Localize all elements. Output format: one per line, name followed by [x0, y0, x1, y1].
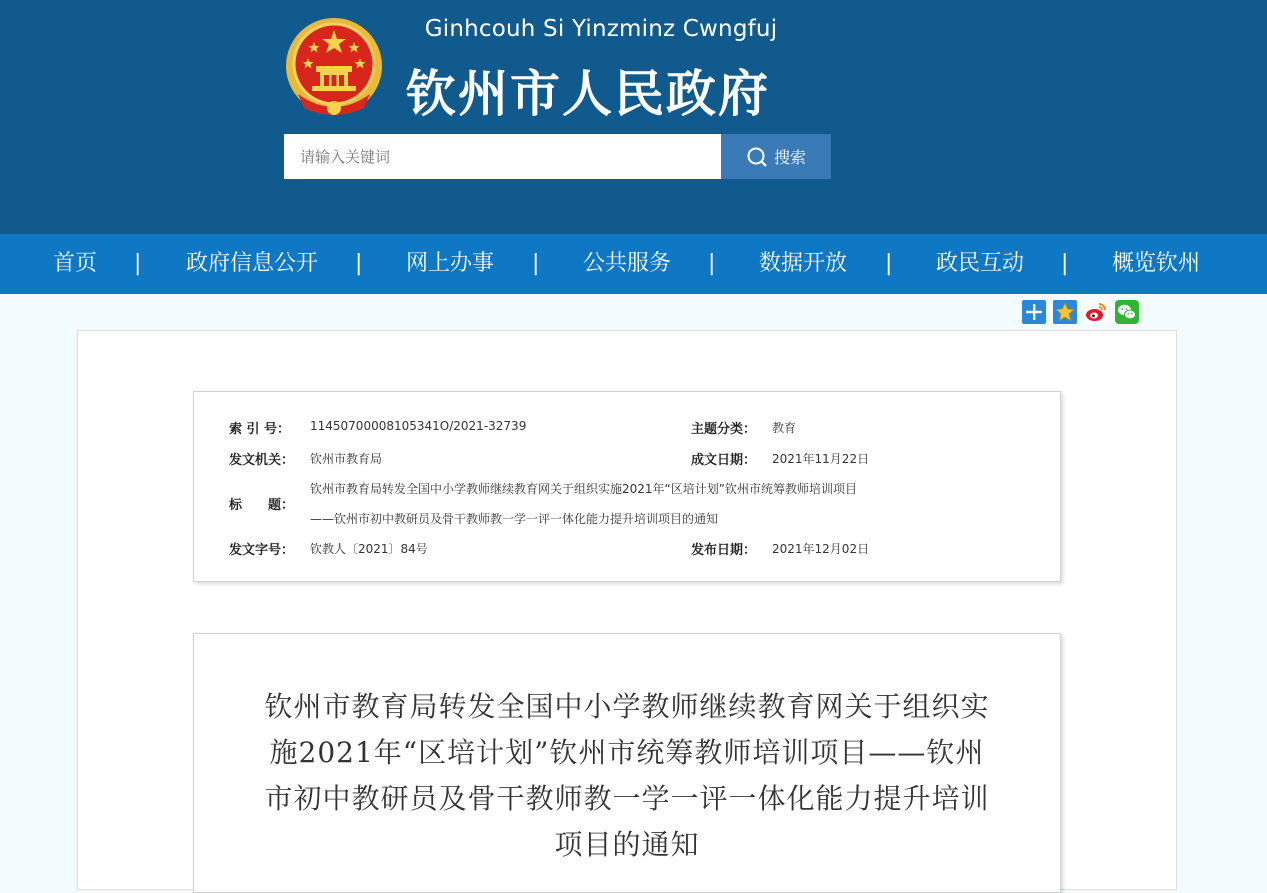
nav-item-online-services[interactable]: 网上办事 — [406, 251, 495, 276]
nav-item-home[interactable]: 首页 — [53, 251, 98, 276]
nav-item-overview[interactable]: 概览钦州 — [1112, 251, 1201, 276]
search-icon — [746, 146, 768, 168]
article-title — [250, 684, 1004, 868]
main-nav — [0, 234, 1267, 294]
search-button-label: 搜索 — [773, 148, 806, 167]
nav-item-gov-info[interactable]: 政府信息公开 — [186, 251, 319, 276]
nav-separator: | — [355, 251, 363, 276]
topic-value: 教育 — [772, 421, 797, 435]
search-button[interactable] — [721, 134, 831, 179]
nav-item-interaction[interactable]: 政民互动 — [936, 251, 1025, 276]
issuer-value: 钦州市教育局 — [310, 452, 383, 466]
search-input[interactable] — [284, 134, 721, 179]
nav-separator: | — [1061, 251, 1069, 276]
article-title-line: 钦州市教育局转发全国中小学教师继续教育网关于组织实 — [264, 690, 990, 723]
title-value-line2: ——钦州市初中教研员及骨干教师教一学一评一体化能力提升培训项目的通知 — [310, 512, 719, 526]
title-label: 标 题： — [229, 498, 295, 513]
nav-item-open-data[interactable]: 数据开放 — [759, 251, 848, 276]
nav-item-public-services[interactable]: 公共服务 — [583, 251, 672, 276]
nav-separator: | — [885, 251, 893, 276]
site-name: 钦州市人民政府 — [406, 65, 770, 123]
share-plus-icon[interactable] — [1022, 300, 1046, 324]
created-date-value: 2021年11月22日 — [772, 452, 870, 466]
national-emblem-icon — [284, 16, 384, 120]
index-no-label: 索 引 号： — [229, 422, 291, 437]
nav-separator: | — [708, 251, 716, 276]
doc-no-value: 钦教人〔2021〕84号 — [310, 542, 428, 556]
wechat-icon[interactable] — [1115, 300, 1139, 324]
share-bar — [1022, 300, 1139, 326]
index-no-value: 11450700008105341O/2021-32739 — [310, 419, 527, 433]
nav-separator: | — [134, 251, 142, 276]
weibo-icon[interactable] — [1084, 300, 1108, 324]
article-title-line: 市初中教研员及骨干教师教一学一评一体化能力提升培训 — [264, 782, 990, 815]
doc-no-label: 发文字号： — [229, 543, 295, 558]
published-date-value: 2021年12月02日 — [772, 542, 870, 556]
site-header — [0, 0, 1267, 234]
favorite-star-icon[interactable] — [1053, 300, 1077, 324]
title-value-line1: 钦州市教育局转发全国中小学教师继续教育网关于组织实施2021年“区培计划”钦州市统筹教师培训项目 — [310, 482, 857, 496]
issuer-label: 发文机关： — [229, 453, 295, 468]
topic-label: 主题分类： — [691, 422, 757, 437]
published-date-label: 发布日期： — [691, 543, 757, 558]
site-pinyin-name: Ginhcouh Si Yinzminz Cwngfuj — [424, 16, 778, 42]
article-title-line: 项目的通知 — [554, 828, 700, 861]
nav-separator: | — [532, 251, 540, 276]
article-title-line: 施2021年“区培计划”钦州市统筹教师培训项目——钦州 — [269, 736, 985, 769]
created-date-label: 成文日期： — [691, 453, 757, 468]
